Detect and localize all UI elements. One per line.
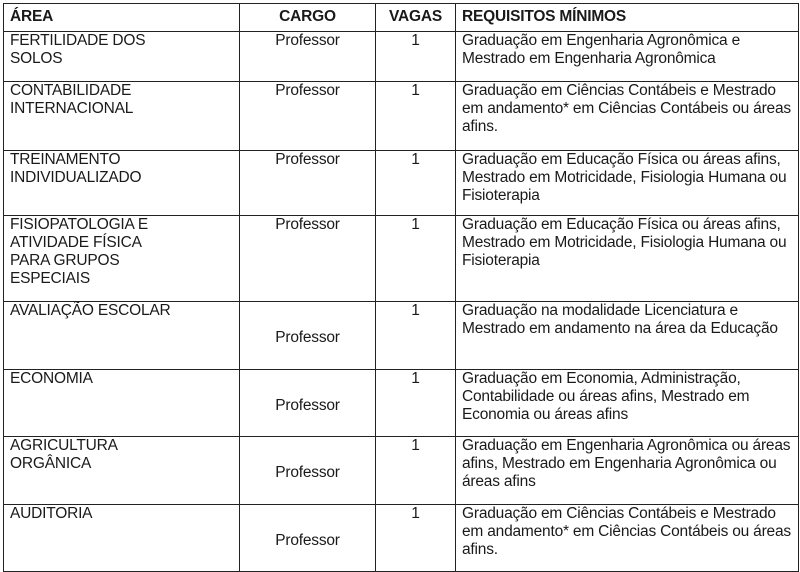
table-row — [4, 32, 799, 82]
cell-cargo: Professor — [240, 505, 376, 572]
cell-vagas: 1 — [376, 32, 456, 82]
cell-requisitos: Graduação em Ciências Contábeis e Mestrado em andamento* em Ciências Contábeis ou áreas afins. — [456, 505, 799, 572]
cell-area: AUDITORIA — [4, 505, 240, 572]
cell-requisitos: Graduação em Ciências Contábeis e Mestrado em andamento* em Ciências Contábeis ou áreas afins. — [456, 82, 799, 151]
cell-vagas: 1 — [376, 82, 456, 151]
cell-vagas: 1 — [376, 505, 456, 572]
header-requisitos: REQUISITOS MÍNIMOS — [456, 4, 799, 32]
table-row — [4, 302, 799, 370]
cell-cargo: Professor — [240, 82, 376, 151]
cell-requisitos: Graduação em Engenharia Agronômica e Mestrado em Engenharia Agronômica — [456, 32, 799, 82]
cell-cargo: Professor — [240, 437, 376, 505]
table-row — [4, 82, 799, 151]
requirements-table — [3, 3, 799, 572]
cell-requisitos: Graduação na modalidade Licenciatura e Mestrado em andamento na área da Educação — [456, 302, 799, 370]
cell-requisitos: Graduação em Economia, Administração, Contabilidade ou áreas afins, Mestrado em Economia ou áreas afins — [456, 370, 799, 437]
cell-requisitos: Graduação em Educação Física ou áreas afins, Mestrado em Motricidade, Fisiologia Humana ou Fisioterapia — [456, 216, 799, 302]
cell-vagas: 1 — [376, 370, 456, 437]
header-vagas: VAGAS — [376, 4, 456, 32]
cell-area: AVALIAÇÃO ESCOLAR — [4, 302, 240, 370]
cell-requisitos: Graduação em Engenharia Agronômica ou áreas afins, Mestrado em Engenharia Agronômica ou áreas afins — [456, 437, 799, 505]
cell-area: FISIOPATOLOGIA E ATIVIDADE FÍSICA PARA GRUPOS ESPECIAIS — [4, 216, 240, 302]
cell-cargo: Professor — [240, 32, 376, 82]
cell-vagas: 1 — [376, 151, 456, 216]
cell-vagas: 1 — [376, 302, 456, 370]
cell-requisitos: Graduação em Educação Física ou áreas afins, Mestrado em Motricidade, Fisiologia Humana ou Fisioterapia — [456, 151, 799, 216]
table-row — [4, 151, 799, 216]
header-cargo: CARGO — [240, 4, 376, 32]
table-row — [4, 505, 799, 572]
cell-area: ECONOMIA — [4, 370, 240, 437]
cell-cargo: Professor — [240, 216, 376, 302]
table-row — [4, 370, 799, 437]
header-row — [4, 4, 799, 32]
header-area: ÁREA — [4, 4, 240, 32]
cell-area: CONTABILIDADE INTERNACIONAL — [4, 82, 240, 151]
cell-area: TREINAMENTO INDIVIDUALIZADO — [4, 151, 240, 216]
cell-area: AGRICULTURA ORGÂNICA — [4, 437, 240, 505]
cell-cargo: Professor — [240, 151, 376, 216]
cell-vagas: 1 — [376, 437, 456, 505]
table-row — [4, 437, 799, 505]
cell-cargo: Professor — [240, 370, 376, 437]
cell-area: FERTILIDADE DOS SOLOS — [4, 32, 240, 82]
cell-cargo: Professor — [240, 302, 376, 370]
cell-vagas: 1 — [376, 216, 456, 302]
table-row — [4, 216, 799, 302]
